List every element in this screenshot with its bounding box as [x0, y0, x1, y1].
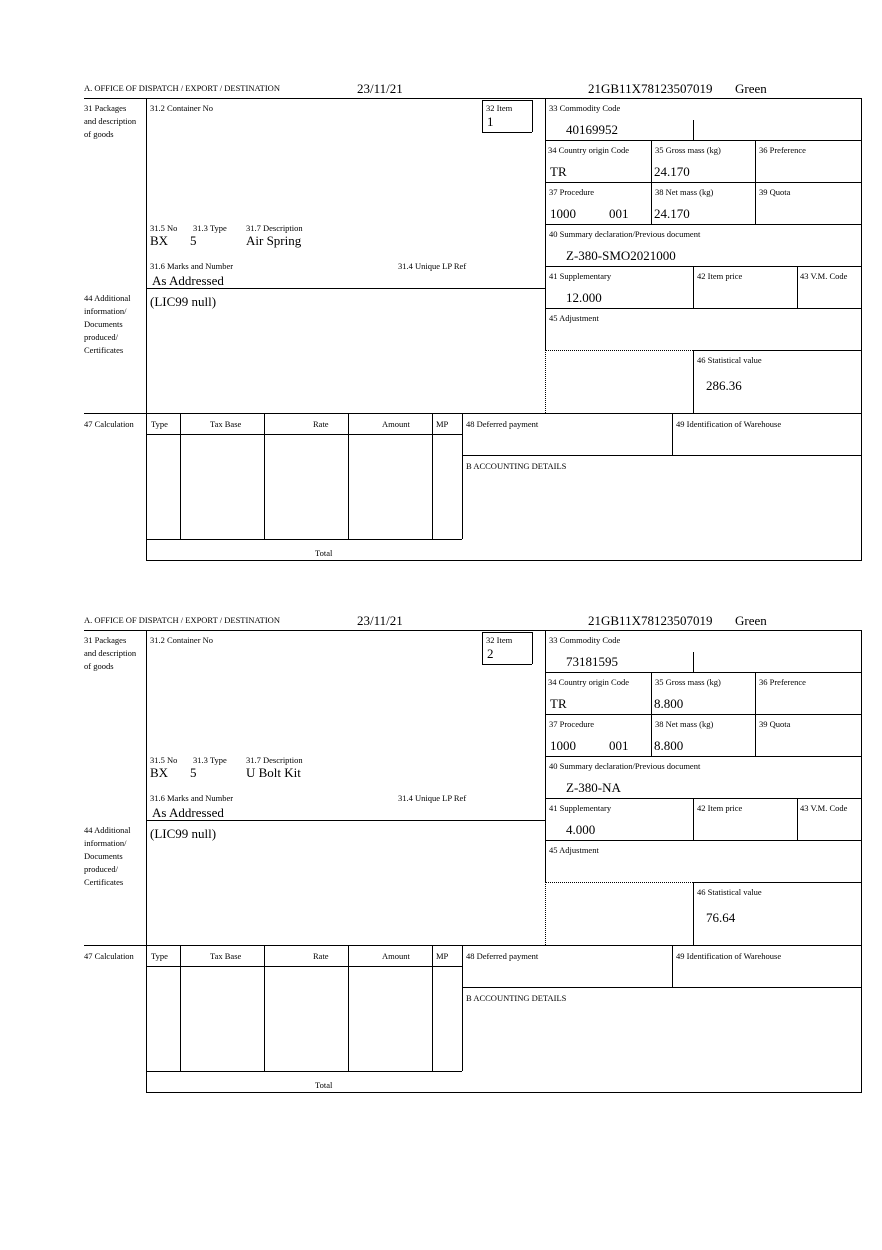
commodity-label: 33 Commodity Code	[549, 103, 621, 113]
rule	[545, 350, 546, 413]
col-mp-header: MP	[436, 951, 449, 961]
rule	[545, 798, 862, 799]
procedure-label: 37 Procedure	[549, 719, 595, 729]
pkg-description: Air Spring	[246, 233, 302, 248]
rule	[545, 308, 862, 309]
rule	[693, 882, 862, 883]
rule	[146, 288, 545, 289]
pkg-type: 5	[190, 233, 197, 248]
summary-declaration: Z-380-NA	[566, 780, 621, 795]
rule	[532, 100, 533, 132]
vm-code-label: 43 V.M. Code	[800, 271, 848, 281]
rule	[264, 413, 265, 539]
rule	[693, 350, 862, 351]
declaration-date: 23/11/21	[357, 613, 403, 628]
rule	[84, 98, 862, 99]
warehouse-label: 49 Identification of Warehouse	[676, 951, 782, 961]
pkg-no-label: 31.5 No	[150, 755, 178, 765]
procedure-label: 37 Procedure	[549, 187, 595, 197]
declaration-date: 23/11/21	[357, 81, 403, 96]
pkg-no-label: 31.5 No	[150, 223, 178, 233]
rule	[693, 652, 694, 672]
preference-label: 36 Preference	[759, 677, 806, 687]
packages-label: 31 Packages and description of goods	[84, 103, 137, 139]
rule	[462, 945, 463, 1071]
supplementary-label: 41 Supplementary	[549, 803, 612, 813]
col-amount-header: Amount	[382, 951, 410, 961]
declaration-item-1	[0, 0, 882, 558]
unique-lp-label: 31.4 Unique LP Ref	[398, 793, 467, 803]
commodity-code: 73181595	[566, 654, 618, 669]
col-mp-header: MP	[436, 419, 449, 429]
statistical-label: 46 Statistical value	[697, 887, 762, 897]
rule	[482, 632, 532, 633]
rule	[532, 632, 533, 664]
commodity-code: 40169952	[566, 122, 618, 137]
preference-label: 36 Preference	[759, 145, 806, 155]
statistical-value: 76.64	[706, 910, 736, 925]
pkg-type: 5	[190, 765, 197, 780]
rule	[797, 266, 798, 308]
summary-declaration-label: 40 Summary declaration/Previous document	[549, 761, 701, 771]
supplementary-value: 12.000	[566, 290, 602, 305]
rule	[146, 1092, 862, 1093]
rule	[180, 945, 181, 1071]
rule	[348, 945, 349, 1071]
col-type-header: Type	[151, 951, 168, 961]
vm-code-label: 43 V.M. Code	[800, 803, 848, 813]
quota-label: 39 Quota	[759, 187, 791, 197]
accounting-details-label: B ACCOUNTING DETAILS	[466, 461, 567, 471]
additional-info-label: 44 Additional information/ Documents produced/ Certificates	[84, 825, 131, 887]
marks-value: As Addressed	[152, 805, 224, 820]
declaration-reference: 21GB11X78123507019	[588, 81, 713, 96]
rule	[755, 140, 756, 224]
marks-value: As Addressed	[152, 273, 224, 288]
rule	[755, 672, 756, 756]
rule	[545, 182, 862, 183]
rule	[482, 100, 532, 101]
net-mass-label: 38 Net mass (kg)	[655, 719, 714, 729]
rule	[693, 882, 694, 945]
gross-mass: 24.170	[654, 164, 690, 179]
rule	[432, 413, 433, 539]
summary-declaration: Z-380-SMO2021000	[566, 248, 676, 263]
rule	[651, 140, 652, 224]
total-label: Total	[315, 548, 333, 558]
declaration-reference: 21GB11X78123507019	[588, 613, 713, 628]
rule	[545, 840, 862, 841]
statistical-label: 46 Statistical value	[697, 355, 762, 365]
rule	[462, 987, 862, 988]
unique-lp-label: 31.4 Unique LP Ref	[398, 261, 467, 271]
rule	[651, 672, 652, 756]
gross-mass-label: 35 Gross mass (kg)	[655, 677, 721, 687]
rule	[146, 820, 545, 821]
rule	[482, 664, 532, 665]
procedure-code: 1000	[550, 206, 576, 221]
rule	[693, 798, 694, 840]
col-taxbase-header: Tax Base	[210, 419, 242, 429]
pkg-description: U Bolt Kit	[246, 765, 301, 780]
rule	[482, 100, 483, 132]
col-taxbase-header: Tax Base	[210, 951, 242, 961]
commodity-label: 33 Commodity Code	[549, 635, 621, 645]
item-label: 32 Item	[486, 103, 513, 113]
rule	[672, 413, 673, 455]
adjustment-label: 45 Adjustment	[549, 845, 599, 855]
rule	[693, 120, 694, 140]
gross-mass-label: 35 Gross mass (kg)	[655, 145, 721, 155]
item-number: 1	[487, 114, 494, 129]
calculation-label: 47 Calculation	[84, 951, 134, 961]
rule	[180, 413, 181, 539]
rule	[545, 672, 862, 673]
col-amount-header: Amount	[382, 419, 410, 429]
rule	[146, 1071, 462, 1072]
pkg-no: BX	[150, 765, 169, 780]
route-status: Green	[735, 81, 767, 96]
rule	[693, 266, 694, 308]
pkg-no: BX	[150, 233, 169, 248]
rule	[545, 882, 693, 883]
rule	[672, 945, 673, 987]
rule	[545, 140, 862, 141]
rule	[693, 350, 694, 413]
pkg-description-label: 31.7 Description	[246, 223, 303, 233]
net-mass: 8.800	[654, 738, 684, 753]
calculation-label: 47 Calculation	[84, 419, 134, 429]
country-origin: TR	[550, 164, 567, 179]
rule	[432, 945, 433, 1071]
adjustment-label: 45 Adjustment	[549, 313, 599, 323]
statistical-value: 286.36	[706, 378, 742, 393]
route-status: Green	[735, 613, 767, 628]
rule	[462, 413, 463, 539]
rule	[146, 630, 147, 1093]
procedure-code: 1000	[550, 738, 576, 753]
additional-info-label: 44 Additional information/ Documents produced/ Certificates	[84, 293, 131, 355]
pkg-type-label: 31.3 Type	[193, 755, 227, 765]
rule	[482, 132, 532, 133]
col-type-header: Type	[151, 419, 168, 429]
rule	[482, 632, 483, 664]
rule	[545, 882, 546, 945]
item-price-label: 42 Item price	[697, 271, 743, 281]
rule	[462, 455, 862, 456]
item-label: 32 Item	[486, 635, 513, 645]
pkg-type-label: 31.3 Type	[193, 223, 227, 233]
rule	[797, 798, 798, 840]
deferred-payment-label: 48 Deferred payment	[466, 951, 539, 961]
rule	[146, 434, 462, 435]
rule	[545, 224, 862, 225]
col-rate-header: Rate	[313, 951, 329, 961]
country-origin-label: 34 Country origin Code	[548, 145, 629, 155]
summary-declaration-label: 40 Summary declaration/Previous document	[549, 229, 701, 239]
country-origin-label: 34 Country origin Code	[548, 677, 629, 687]
rule	[545, 756, 862, 757]
additional-info: (LIC99 null)	[150, 294, 217, 309]
item-price-label: 42 Item price	[697, 803, 743, 813]
net-mass-label: 38 Net mass (kg)	[655, 187, 714, 197]
rule	[545, 714, 862, 715]
quota-label: 39 Quota	[759, 719, 791, 729]
container-label: 31.2 Container No	[150, 103, 214, 113]
pkg-description-label: 31.7 Description	[246, 755, 303, 765]
rule	[146, 966, 462, 967]
col-rate-header: Rate	[313, 419, 329, 429]
marks-label: 31.6 Marks and Number	[150, 793, 234, 803]
supplementary-label: 41 Supplementary	[549, 271, 612, 281]
deferred-payment-label: 48 Deferred payment	[466, 419, 539, 429]
container-label: 31.2 Container No	[150, 635, 214, 645]
rule	[84, 413, 862, 414]
gross-mass: 8.800	[654, 696, 684, 711]
marks-label: 31.6 Marks and Number	[150, 261, 234, 271]
supplementary-value: 4.000	[566, 822, 596, 837]
office-label: A. OFFICE OF DISPATCH / EXPORT / DESTINATION	[84, 83, 280, 93]
total-label: Total	[315, 1080, 333, 1090]
declaration-item-2	[0, 532, 882, 1090]
warehouse-label: 49 Identification of Warehouse	[676, 419, 782, 429]
office-label: A. OFFICE OF DISPATCH / EXPORT / DESTINATION	[84, 615, 280, 625]
rule	[348, 413, 349, 539]
rule	[84, 630, 862, 631]
packages-label: 31 Packages and description of goods	[84, 635, 137, 671]
rule	[861, 630, 862, 1093]
item-number: 2	[487, 646, 494, 661]
accounting-details-label: B ACCOUNTING DETAILS	[466, 993, 567, 1003]
procedure-additional: 001	[609, 738, 629, 753]
rule	[146, 98, 147, 561]
additional-info: (LIC99 null)	[150, 826, 217, 841]
rule	[861, 98, 862, 561]
country-origin: TR	[550, 696, 567, 711]
net-mass: 24.170	[654, 206, 690, 221]
rule	[84, 945, 862, 946]
rule	[545, 266, 862, 267]
rule	[545, 350, 693, 351]
rule	[264, 945, 265, 1071]
procedure-additional: 001	[609, 206, 629, 221]
